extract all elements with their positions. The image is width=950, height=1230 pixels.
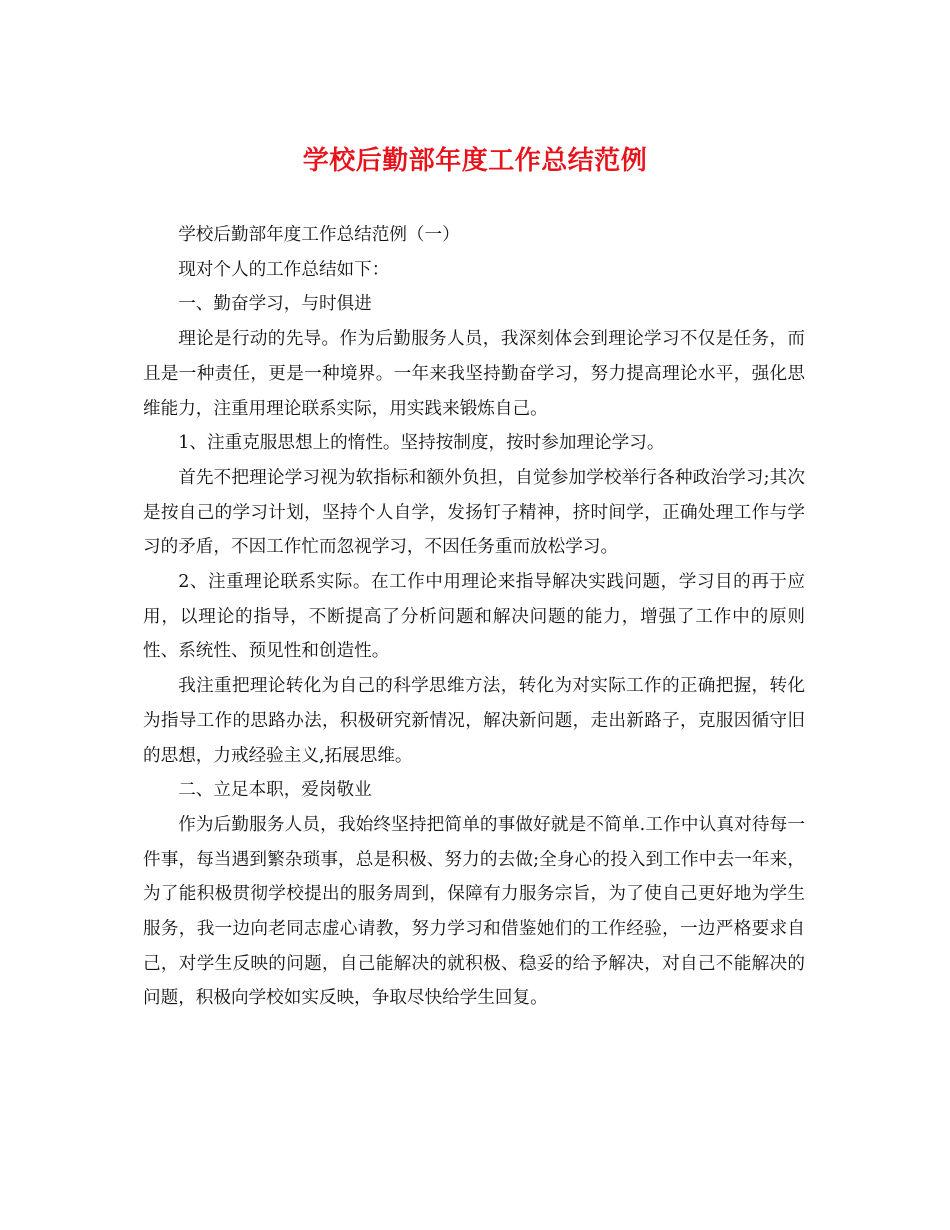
paragraph: 理论是行动的先导。作为后勤服务人员，我深刻体会到理论学习不仅是任务，而且是一种责任，更是一种境界。一年来我坚持勤奋学习，努力提高理论水平，强化思维能力，注重用理论联系实际，用实践来锻炼自己。 <box>143 329 805 419</box>
section-heading-2: 二、立足本职，爱岗敬业 <box>178 780 372 801</box>
paragraph-intro: 现对个人的工作总结如下： <box>178 259 390 280</box>
paragraph: 2、注重理论联系实际。在工作中用理论来指导解决实践问题，学习目的再于应用，以理论的指导，不断提高了分析问题和解决问题的能力，增强了工作中的原则性、系统性、预见性和创造性。 <box>143 572 805 662</box>
section-heading-1: 一、勤奋学习，与时俱进 <box>178 294 372 315</box>
paragraph-subtitle: 学校后勤部年度工作总结范例（一） <box>178 225 460 245</box>
paragraph: 首先不把理论学习视为软指标和额外负担，自觉参加学校举行各种政治学习;其次是按自己的学习计划，坚持个人自学，发扬钉子精神，挤时间学，正确处理工作与学习的矛盾，不因工作忙而忽视学习，不因任务重而放松学习。 <box>143 467 805 558</box>
document-body <box>143 218 805 1016</box>
paragraph: 我注重把理论转化为自己的科学思维方法，转化为对实际工作的正确把握，转化为指导工作的思路办法，积极研究新情况，解决新问题，走出新路子，克服因循守旧的思想，力戒经验主义,拓展思维。 <box>143 676 805 766</box>
document-title: 学校后勤部年度工作总结范例 <box>302 146 648 176</box>
paragraph: 1、注重克服思想上的惰性。坚持按制度，按时参加理论学习。 <box>178 433 665 454</box>
paragraph: 作为后勤服务人员，我始终坚持把简单的事做好就是不简单.工作中认真对待每一件事，每当遇到繁杂琐事，总是积极、努力的去做;全身心的投入到工作中去一年来，为了能积极贯彻学校提出的服务周到，保障有力服务宗旨，为了使自己更好地为学生服务，我一边向老同志虚心请教，努力学习和借鉴她们的工作经验，一边严格要求自己，对学生反映的问题，自己能解决的就积极、稳妥的给予解决，对自己不能解决的问题，积极向学校如实反映，争取尽快给学生回复。 <box>143 814 805 1009</box>
